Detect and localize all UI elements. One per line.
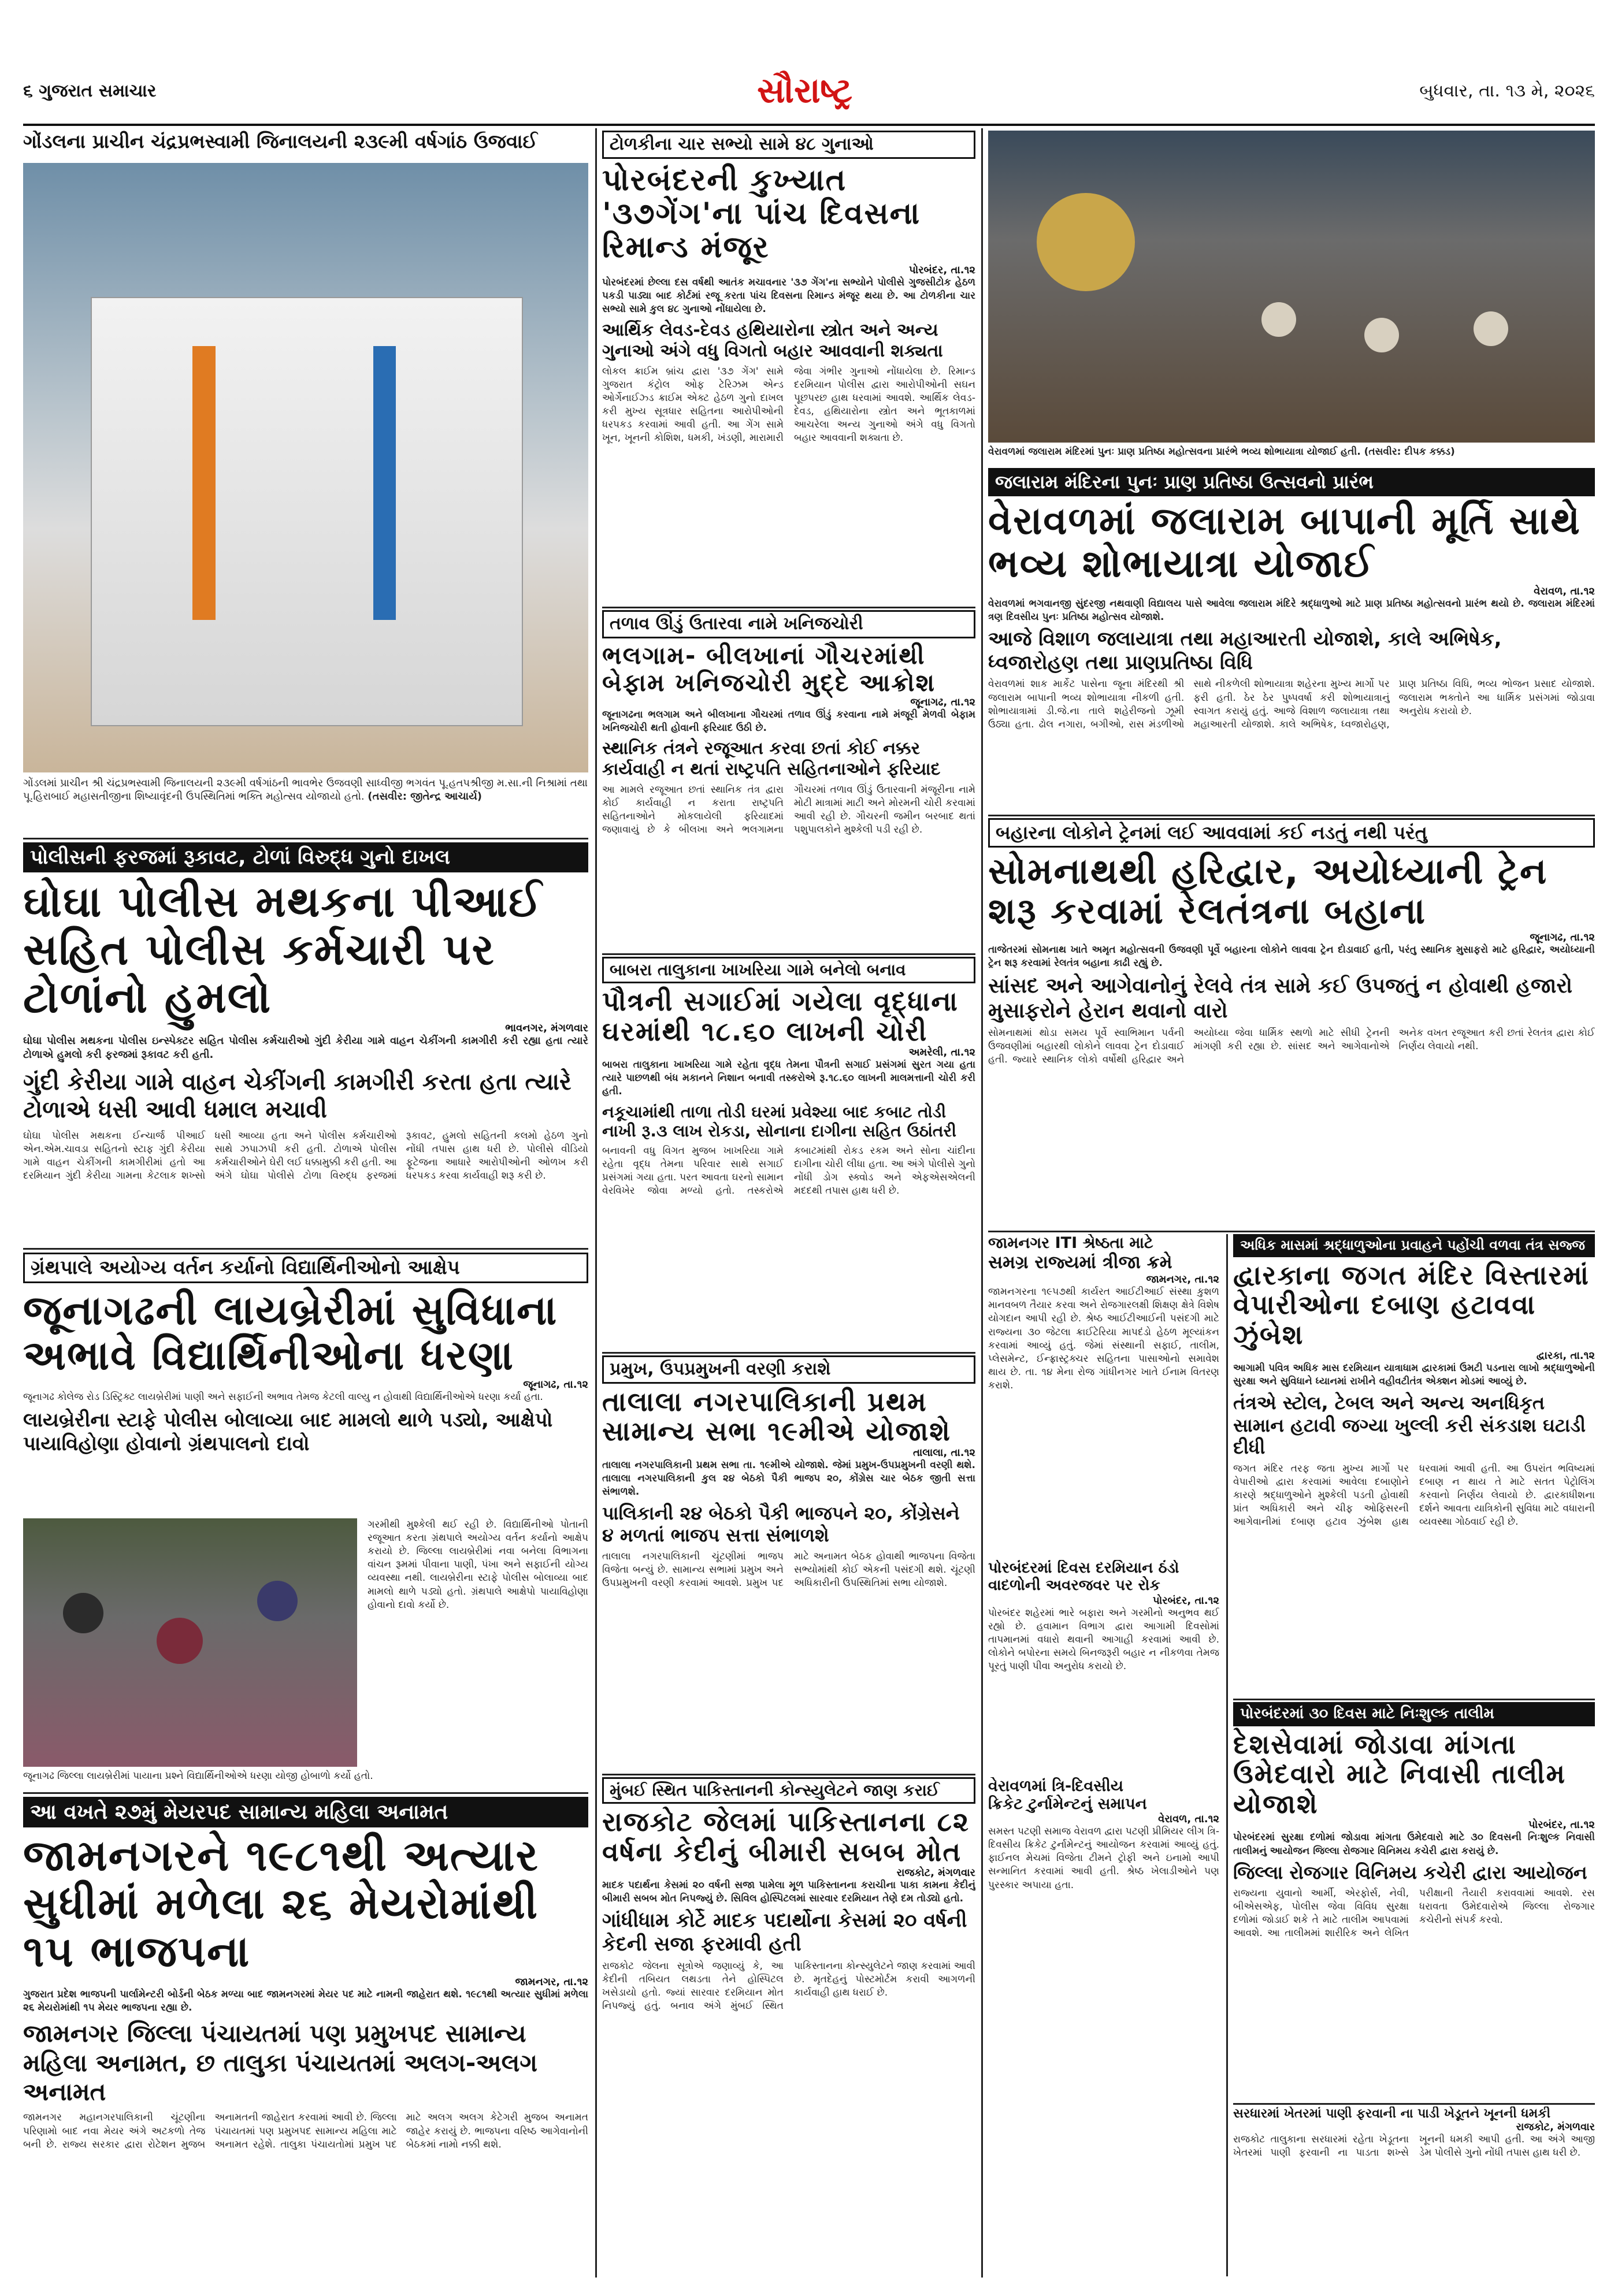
- story-kicker: બાબરા તાલુકાના ખાખરિયા ગામે બનેલો બનાવ: [602, 957, 975, 983]
- page-label: ૬ ગુજરાત સમાચાર: [23, 81, 157, 101]
- story-subhead: પાલિકાની ૨૪ બેઠકો પૈકી ભાજપને ૨૦, કોંગ્રેસને ૪ મળતાં ભાજપ સત્તા સંભાળશે: [602, 1502, 960, 1547]
- story-intro: જૂનાગઢ કોલેજ રોડ ડિસ્ટ્રિક્ટ લાયબ્રેરીમાં પાણી અને સફાઈની અભાવ તેમજ કેટલી વાલ્યુ ન હોવાથી વિદ્યાર્થિનીઓએ ધરણા કર્યા હતા.: [23, 1391, 543, 1403]
- story-subhead: આજે વિશાળ જલાયાત્રા તથા મહાઆરતી યોજાશે, કાલે અભિષેક, ધ્વજારોહણ તથા પ્રાણપ્રતિષ્ઠા વિધિ: [988, 627, 1502, 674]
- person-shape: [1474, 311, 1508, 346]
- story-subhead: લાયબ્રેરીના સ્ટાફે પોલીસ બોલાવ્યા બાદ મામલો થાળે પડ્યો, આક્ષેપો પાયાવિહોણા હોવાનો ગ્રંથપાલનો દાવો: [23, 1408, 553, 1455]
- story-intro: ગુજરાત પ્રદેશ ભાજપની પાર્લામેન્ટરી બોર્ડની બેઠક મળ્યા બાદ જામનગરમાં મેયર પદ માટે નામની જાહેરાત થશે. ૧૯૮૧થી અત્યાર સુધીમાં મળેલા ૨૬ મેયરોમાંથી ૧૫ મેયર ભાજપના રહ્યા છે.: [23, 1989, 588, 2014]
- flag-shape: [373, 346, 396, 621]
- story-headline: દેશસેવામાં જોડાવા માંગતા ઉમેદવારો માટે નિવાસી તાલીમ યોજાશે: [1233, 1728, 1566, 1819]
- column-rule: [595, 128, 597, 2278]
- story-headline: સોમનાથથી હરિદ્વાર, અયોધ્યાની ટ્રેન શરૂ કરવામાં રેલતંત્રના બહાના: [988, 849, 1548, 932]
- story-kicker: બહારના લોકોને ટ્રેનમાં લઈ આવવામાં કઈ નડતું નથી પરંતુ: [988, 818, 1595, 848]
- story-dateline: અમરેલી, તા.૧૨: [908, 1046, 975, 1059]
- story-intro: જૂનાગઢના ભલગામ અને બીલખાના ગૌચરમાં તળાવ ઊંડું કરવાના નામે મંજૂરી મેળવી બેફામ ખનિજચોરી થતી હોવાની ફરિયાદ ઉઠી છે.: [602, 708, 975, 734]
- story-intro: તાજેતરમાં સોમનાથ ખાતે અમૃત મહોત્સવની ઉજવણી પૂર્વે બહારના લોકોને લાવવા ટ્રેન દોડાવાઈ હતી, પરંતુ સ્થાનિક મુસાફરો માટે હરિદ્વાર, અયોધ્યાની ટ્રેન શરૂ કરવામાં રેલતંત્ર બહાના કાઢી રહ્યું છે.: [988, 943, 1595, 969]
- story-body: તાલાલા નગરપાલિકાની ચૂંટણીમાં ભાજપ વિજેતા બન્યું છે. સામાન્ય સભામાં પ્રમુખ અને ઉપપ્રમુખની વરણી કરવામાં આવશે. પ્રમુખ પદ માટે અનામત બેઠક હોવાથી ભાજપના વિજેતા સભ્યોમાંથી કોઈ એકની પસંદગી થશે. ચૂંટણી અધિકારીની ઉપસ્થિતિમાં સભા યોજાશે.: [602, 1550, 975, 1589]
- story-subhead: સ્થાનિક તંત્રને રજૂઆત કરવા છતાં કોઈ નક્કર કાર્યવાહી ન થતાં રાષ્ટ્રપતિ સહિતનાઓને ફરિયાદ: [602, 738, 941, 779]
- bhalgam-story: [602, 610, 975, 951]
- story-headline: દ્વારકાના જગત મંદિર વિસ્તારમાં વેપારીઓના દબાણ હટાવવા ઝુંબેશ: [1233, 1259, 1590, 1350]
- gang-story: [602, 131, 975, 604]
- story-body: જામનગર મહાનગરપાલિકાની ચૂંટણીના પરિણામો બાદ નવા મેયર અંગે અટકળો તેજ બની છે. રાજ્ય સરકાર દ્વારા રોટેશન મુજબ અનામતની જાહેરાત કરવામાં આવી છે. જિલ્લા પંચાયતમાં પણ પ્રમુખપદ સામાન્ય મહિલા માટે અનામત રહેશે. તાલુકા પંચાયતોમાં પ્રમુખ પદ માટે અલગ અલગ કેટેગરી મુજબ અનામત જાહેર કરાયું છે. ભાજપના વરિષ્ઠ આગેવાનોની બેઠકમાં નામો નક્કી થશે.: [23, 2112, 588, 2150]
- story-subhead: ગાંધીધામ કોર્ટે માદક પદાર્થોના કેસમાં ૨૦ વર્ષની કેદની સજા ફરમાવી હતી: [602, 1909, 967, 1956]
- story-dateline: જૂનાગઢ, તા.૧૨: [1530, 931, 1595, 943]
- training-story: [1233, 1702, 1595, 2101]
- temple-story: [23, 131, 588, 835]
- story-kicker: સરધારમાં ખેતરમાં પાણી ફરવાની ના પાડી ખેડૂતને ખૂનની ધમકી: [1233, 2106, 1550, 2121]
- protest-photo: [23, 1518, 357, 1767]
- story-intro: આગામી પવિત્ર અધિક માસ દરમિયાન યાત્રાધામ દ્વારકામાં ઉમટી પડનારા લાખો શ્રદ્ધાળુઓની સુરક્ષા અને સુવિધાને ધ્યાનમાં રાખીને વહીવટીતંત્ર એક્શન મોડમાં આવ્યું છે.: [1233, 1362, 1595, 1388]
- story-headline: પોરબંદરની કુખ્યાત '૩૭ગેંગ'ના પાંચ દિવસના રિમાન્ડ મંજૂર: [602, 162, 921, 265]
- person-shape: [63, 1593, 103, 1633]
- story-body: લોકલ ક્રાઈમ બ્રાંચ દ્વારા '૩૭ ગેંગ' સામે ગુજરાત કંટ્રોલ ઓફ ટેરિઝમ એન્ડ ઓર્ગેનાઈઝ્ડ ક્રાઈમ એક્ટ હેઠળ ગુનો દાખલ કરી મુખ્ય સૂત્રધાર સહિતના આરોપીઓની ધરપકડ કરવામાં આવી હતી. આ ગેંગ સામે ખૂન, ખૂનની કોશિશ, ધમકી, ખંડણી, મારામારી જેવા ગંભીર ગુનાઓ નોંધાયેલા છે. રિમાન્ડ દરમિયાન પોલીસ દ્વારા આરોપીઓની સઘન પૂછપરછ હાથ ધરવામાં આવશે. આર્થિક લેવડ-દેવડ, હથિયારોના સ્ત્રોત અને ભૂતકાળમાં આચરેલા અન્ય ગુનાઓ અંગે વધુ વિગતો બહાર આવવાની શક્યતા છે.: [602, 365, 975, 444]
- story-headline: ભલગામ- બીલખાનાં ગૌચરમાંથી બેફામ ખનિજચોરી મુદ્દે આક્રોશ: [602, 641, 936, 697]
- photo-caption: ગોંડલમાં પ્રાચીન શ્રી ચંદ્રપ્રભસ્વામી જિનાલયની ૨૩૯મી વર્ષગાંઠની ભાવભેર ઉજવણી સાધ્વીજી ભગવંત પૂ.હતપશ્રીજી મ.સા.ની નિશ્રામાં તથા પૂ.હિરાબાઈ મહાસતીજીના શિષ્યાવૃંદની ઉપસ્થિતિમાં ભક્તિ મહોત્સવ યોજાયો હતો. (તસવીર: જીતેન્દ્ર આચાર્ય): [23, 777, 588, 803]
- flag-shape: [192, 346, 215, 621]
- section-rule: [1233, 2103, 1595, 2105]
- section-rule: [988, 815, 1595, 816]
- story-kicker: પોરબંદરમાં ૩૦ દિવસ માટે નિઃશુલ્ક તાલીમ: [1233, 1702, 1595, 1726]
- story-kicker: પોલીસની ફરજમાં રૂકાવટ, ટોળાં વિરુદ્ધ ગુનો દાખલ: [23, 842, 588, 872]
- jalaram-story: [988, 131, 1595, 812]
- story-headline: સમગ્ર રાજ્યમાં ત્રીજા ક્રમે: [988, 1252, 1172, 1273]
- story-dateline: ભાવનગર, મંગળવાર: [505, 1021, 588, 1034]
- story-dateline: દ્વારકા, તા.૧૨: [1536, 1350, 1595, 1362]
- story-intro: પોરબંદરમાં સુરક્ષા દળોમાં જોડાવા માંગતા ઉમેદવારો માટે ૩૦ દિવસની નિઃશુલ્ક નિવાસી તાલીમનું આયોજન જિલ્લા રોજગાર વિનિમય કચેરી દ્વારા કરાયું છે.: [1233, 1831, 1595, 1857]
- story-kicker: ગ્રંથપાલે અયોગ્ય વર્તન કર્યાનો વિદ્યાર્થિનીઓનો આક્ષેપ: [23, 1253, 588, 1283]
- story-headline: પૌત્રની સગાઈમાં ગયેલા વૃદ્ધાના ઘરમાંથી ૧૮.૬૦ લાખની ચોરી: [602, 986, 959, 1047]
- somnath-story: [988, 818, 1595, 1228]
- story-dateline: પોરબંદર, તા.૧૨: [1153, 1594, 1219, 1607]
- story-body: રાજકોટ તાલુકાના સરધારમાં રહેતા ખેડૂતના ખેતરમાં પાણી ફરવાની ના પાડતા શખ્સે ખૂનની ધમકી આપી હતી. આ અંગે આજી ડેમ પોલીસે ગુનો નોંધી તપાસ હાથ ધરી છે.: [1233, 2134, 1595, 2159]
- story-intro: વેરાવળમાં ભગવાનજી સુંદરજી નથવાણી વિદ્યાલય પાસે આવેલા જલારામ મંદિરે શ્રદ્ધાળુઓ માટે પ્રાણ પ્રતિષ્ઠા મહોત્સવનો પ્રારંભ થયો છે. જલારામ મંદિરમાં ત્રણ દિવસીય પુનઃ પ્રતિષ્ઠા મહોત્સવ યોજાશે.: [988, 597, 1595, 623]
- temple-photo: [23, 163, 588, 772]
- section-rule: [602, 1774, 975, 1775]
- story-dateline: પોરબંદર, તા.૧૨: [909, 264, 975, 277]
- section-rule: [988, 1231, 1595, 1232]
- story-body: પોરબંદર શહેરમાં ભારે બફારા અને ગરમીનો અનુભવ થઈ રહ્યો છે. હવામાન વિભાગ દ્વારા આગામી દિવસોમાં તાપમાનમાં વધારો થવાની આગાહી કરવામાં આવી છે. લોકોને બપોરના સમયે બિનજરૂરી બહાર ન નીકળવા તેમજ પૂરતું પાણી પીવા અનુરોધ કરાયો છે.: [988, 1607, 1219, 1673]
- person-shape: [1261, 302, 1296, 337]
- section-rule: [602, 1352, 975, 1354]
- story-intro: ઘોઘા પોલીસ મથકના પોલીસ ઇન્સ્પેક્ટર સહિત પોલીસ કર્મચારીઓ ગુંદી કેરીયા ગામે વાહન ચેકીંગની કામગીરી કરી રહ્યા હતા ત્યારે ટોળાએ હુમલો કરી ફરજમાં રૂકાવટ કરી હતી.: [23, 1034, 588, 1061]
- weather-story: [988, 1560, 1219, 1774]
- story-intro: પોરબંદરમાં છેલ્લા દસ વર્ષથી આતંક મચાવનાર '૩૭ ગેંગ'ના સભ્યોને પોલીસે ગુજસીટોક હેઠળ પકડી પાડ્યા બાદ કોર્ટમાં રજૂ કરતા પાંચ દિવસના રિમાન્ડ મંજૂર થયા છે. આ ટોળકીના ચાર સભ્યો સામે કુલ ૪૮ ગુનાઓ નોંધાયેલા છે.: [602, 277, 975, 315]
- story-body: ગરમીથી મુશ્કેલી થઈ રહી છે. વિદ્યાર્થિનીઓ પોતાની રજૂઆત કરતા ગ્રંથપાલે અયોગ્ય વર્તન કર્યાનો આક્ષેપ કરાયો છે. જિલ્લા લાયબ્રેરીમાં નવા બનેલા વિભાગના વાંચન રૂમમાં પીવાના પાણી, પંખા અને સફાઈની યોગ્ય વ્યવસ્થા નથી. લાયબ્રેરીના સ્ટાફે પોલીસ બોલાવ્યા બાદ મામલો થાળે પડ્યો હતો. ગ્રંથપાલે આક્ષેપો પાયાવિહોણા હોવાનો દાવો કર્યો છે.: [368, 1519, 588, 1611]
- talala-story: [602, 1355, 975, 1771]
- story-kicker: પોરબંદરમાં દિવસ દરમિયાન ઠંડો: [988, 1560, 1179, 1577]
- column-rule: [1226, 1234, 1228, 2276]
- story-body: બનાવની વધુ વિગત મુજબ ખાખરિયા ગામે રહેતા વૃદ્ધ તેમના પરિવાર સાથે સગાઈ પ્રસંગમાં ગયા હતા. પરત આવતા ઘરનો સામાન વેરવિખેર જોવા મળ્યો હતો. તસ્કરોએ કબાટમાંથી રોકડ રકમ અને સોના ચાંદીના દાગીના ચોરી લીધા હતા. આ અંગે પોલીસે ગુનો નોંધી ડોગ સ્ક્વોડ અને એફએસએલની મદદથી તપાસ હાથ ધરી છે.: [602, 1145, 975, 1197]
- story-kicker-line2: ક્રિકેટ ટુર્નામેન્ટનું સમાપન: [988, 1795, 1147, 1814]
- story-headline: ઘોઘા પોલીસ મથકના પીઆઈ સહિત પોલીસ કર્મચારી પર ટોળાંનો હુમલો: [23, 877, 543, 1023]
- issue-date: બુધવાર, તા. ૧૩ મે, ૨૦૨૬: [1419, 81, 1595, 101]
- story-headline: વેરાવળમાં જલારામ બાપાની મૂર્તિ સાથે ભવ્ય શોભાયાત્રા યોજાઈ: [988, 498, 1581, 586]
- story-headline: તાલાલા નગરપાલિકાની પ્રથમ સામાન્ય સભા ૧૯મીએ યોજાશે: [602, 1385, 951, 1447]
- story-headline: રાજકોટ જેલમાં પાકિસ્તાનના ૮૨ વર્ષના કેદીનું બીમારી સબબ મોત: [602, 1806, 970, 1867]
- story-body: રાજ્યના યુવાનો આર્મી, એરફોર્સ, નેવી, બીએસએફ, પોલીસ જેવા વિવિધ સુરક્ષા દળોમાં જોડાઈ શકે તે માટે તાલીમ આપવામાં આવશે. આ તાલીમમાં શારીરિક અને લેખિત પરીક્ષાની તૈયારી કરાવવામાં આવશે. રસ ધરાવતા ઉમેદવારોએ જિલ્લા રોજગાર કચેરીનો સંપર્ક કરવો.: [1233, 1888, 1595, 1940]
- story-body: રાજકોટ જેલના સૂત્રોએ જણાવ્યું કે, આ કેદીની તબિયત લથડતા તેને હોસ્પિટલ ખસેડાયો હતો. જ્યાં સારવાર દરમિયાન મોત નિપજ્યું હતું. બનાવ અંગે મુંબઈ સ્થિત પાકિસ્તાનના કોન્સ્યુલેટને જાણ કરવામાં આવી છે. મૃતદેહનું પોસ્ટમોર્ટમ કરાવી આગળની કાર્યવાહી હાથ ધરાઈ છે.: [602, 1960, 975, 2012]
- story-intro: બાબરા તાલુકાના ખાખરિયા ગામે રહેતા વૃદ્ધ તેમના પૌત્રની સગાઈ પ્રસંગમાં સુરત ગયા હતા ત્યારે પાછળથી બંધ મકાનને નિશાન બનાવી તસ્કરોએ રૂ.૧૮.૬૦ લાખની માલમત્તાની ચોરી કરી હતી.: [602, 1059, 975, 1098]
- story-dateline: જામનગર, તા.૧૨: [515, 1976, 588, 1989]
- section-rule: [602, 607, 975, 608]
- story-kicker: જામનગર ITI શ્રેષ્ઠતા માટે: [988, 1234, 1153, 1252]
- story-kicker: જલારામ મંદિરના પુનઃ પ્રાણ પ્રતિષ્ઠા ઉત્સવનો પ્રારંભ: [988, 468, 1595, 496]
- procession-photo: [988, 131, 1595, 443]
- story-kicker: પ્રમુખ, ઉપપ્રમુખની વરણી કરાશે: [602, 1355, 975, 1384]
- story-kicker: ટોળકીના ચાર સભ્યો સામે ૪૮ ગુનાઓ: [602, 131, 975, 159]
- story-subhead: સાંસદ અને આગેવાનોનું રેલવે તંત્ર સામે કઈ ઉપજતું ન હોવાથી હજારો મુસાફરોને હેરાન થવાનો વારો: [988, 974, 1573, 1023]
- story-dateline: પોરબંદર, તા.૧૨: [1528, 1819, 1595, 1831]
- story-subhead: ગુંદી કેરીયા ગામે વાહન ચેકીંગની કામગીરી કરતા હતા ત્યારે ટોળાએ ધસી આવી ધમાલ મચાવી: [23, 1068, 572, 1123]
- story-body: સમસ્ત પટણી સમાજ વેરાવળ દ્વારા પટણી પ્રીમિયર લીગ ત્રિ-દિવસીય ક્રિકેટ ટુર્નામેન્ટનું આયોજન કરવામાં આવ્યું હતું. ફાઈનલ મેચમાં વિજેતા ટીમને ટ્રોફી અને ઇનામો આપી સન્માનિત કરવામાં આવી હતી. શ્રેષ્ઠ ખેલાડીઓને પણ પુરસ્કાર અપાયા હતા.: [988, 1826, 1219, 1891]
- story-body: જગત મંદિર તરફ જતા મુખ્ય માર્ગો પર વેપારીઓ દ્વારા કરવામાં આવેલા દબાણોને કારણે શ્રદ્ધાળુઓને મુશ્કેલી પડતી હોવાથી પ્રાંત અધિકારી અને ચીફ ઓફિસરની આગેવાનીમાં દબાણ હટાવ ઝુંબેશ હાથ ધરવામાં આવી હતી. આ ઉપરાંત ભવિષ્યમાં દબાણ ન થાય તે માટે સતત પેટ્રોલિંગ કરવાનો નિર્ણય લેવાયો છે. દ્વારકાધીશના દર્શને આવતા યાત્રિકોની સુવિધા માટે વધારાની વ્યવસ્થા ગોઠવાઈ રહી છે.: [1233, 1462, 1595, 1528]
- section-rule: [23, 1792, 588, 1794]
- farm-threat-story: [1233, 2106, 1595, 2276]
- story-intro: માદક પદાર્થના કેસમાં ૨૦ વર્ષની સજા પામેલા મૂળ પાકિસ્તાનના કરાચીના પાકા કામના કેદીનું બીમારી સબબ મોત નિપજ્યું છે. સિવિલ હોસ્પિટલમાં સારવાર દરમિયાન તેણે દમ તોડ્યો હતો.: [602, 1879, 975, 1905]
- story-kicker: અધિક માસમાં શ્રદ્ધાળુઓના પ્રવાહને પહોંચી વળવા તંત્ર સજ્જ: [1233, 1234, 1595, 1257]
- story-subhead: આર્થિક લેવડ-દેવડ હથિયારોના સ્ત્રોત અને અન્ય ગુનાઓ અંગે વધુ વિગતો બહાર આવવાની શક્યતા: [602, 319, 943, 361]
- story-body: ઘોઘા પોલીસ મથકના ઈન્ચાર્જ પીઆઈ એન.એમ.ચાવડા સહિતનો સ્ટાફ ગુંદી કેરીયા ગામે વાહન ચેકીંગની કામગીરીમાં હતો આ દરમિયાન ગુંદી કેરીયા ગામના કેટલાક શખ્સો ધસી આવ્યા હતા અને પોલીસ કર્મચારીઓ સાથે ઝપાઝપી કરી હતી. ટોળાએ પોલીસ કર્મચારીઓને ઘેરી લઈ ધક્કામુક્કી કરી હતી. આ અંગે ઘોઘા પોલીસે ટોળા વિરુદ્ધ ફરજમાં રૂકાવટ, હુમલો સહિતની કલમો હેઠળ ગુનો નોંધી તપાસ હાથ ધરી છે. પોલીસે વીડિયો ફૂટેજના આધારે આરોપીઓની ઓળખ કરી ધરપકડ કરવા કાર્યવાહી શરૂ કરી છે.: [23, 1130, 588, 1182]
- photo-caption: વેરાવળમાં જલારામ મંદિરમાં પુનઃ પ્રાણ પ્રતિષ્ઠા મહોત્સવના પ્રારંભે ભવ્ય શોભાયાત્રા યોજાઈ હતી. (તસવીર: દીપક કક્કડ): [988, 446, 1455, 458]
- jalaram-text: [988, 468, 1595, 812]
- mayor-story: [23, 1797, 588, 2276]
- column-rule: [981, 128, 983, 2278]
- person-shape: [157, 1618, 203, 1664]
- story-kicker: તળાવ ઊંડું ઉતારવા નામે ખનિજચોરી: [602, 610, 975, 638]
- story-subhead: જામનગર જિલ્લા પંચાયતમાં પણ પ્રમુખપદ સામાન્ય મહિલા અનામત, છ તાલુકા પંચાયતમાં અલગ-અલગ અનામત: [23, 2019, 538, 2106]
- story-subhead: જિલ્લા રોજગાર વિનિમય કચેરી દ્વારા આયોજન: [1233, 1861, 1587, 1883]
- story-body: આ મામલે રજૂઆત છતાં સ્થાનિક તંત્ર દ્વારા કોઈ કાર્યવાહી ન કરાતા રાષ્ટ્રપતિ સહિતનાઓને મોકલાયેલી ફરિયાદમાં જણાવાયું છે કે બીલખા અને ભલગામના ગૌચરમાં તળાવ ઊંડું ઉતારવાની મંજૂરીના નામે મોટી માત્રામાં માટી અને મોરમની ચોરી કરવામાં આવી રહી છે. ગૌચરની જમીન બરબાદ થતાં પશુપાલકોને મુશ્કેલી પડી રહી છે.: [602, 783, 975, 836]
- story-dateline: રાજકોટ, મંગળવાર: [1516, 2121, 1595, 2134]
- temple-building-shape: [91, 297, 522, 726]
- section-rule: [1233, 1699, 1595, 1700]
- story-intro: તાલાલા નગરપાલિકાની પ્રથમ સભા તા. ૧૯મીએ યોજાશે. જેમાં પ્રમુખ-ઉપપ્રમુખની વરણી થશે. તાલાલા નગરપાલિકાની કુલ ૨૪ બેઠકો પૈકી ભાજપ ૨૦, કોંગ્રેસ ચાર બેઠક જીતી સત્તા સંભાળશે.: [602, 1459, 975, 1498]
- person-shape: [1364, 318, 1399, 352]
- jail-story: [602, 1777, 975, 2276]
- story-body: સોમનાથમાં થોડા સમય પૂર્વે સ્વાભિમાન પર્વની ઉજવણીમાં બહારથી લોકોને લાવવા ટ્રેન દોડાવાઈ હતી. જ્યારે સ્થાનિક લોકો વર્ષોથી હરિદ્વાર અને અયોધ્યા જેવા ધાર્મિક સ્થળો માટે સીધી ટ્રેનની માંગણી કરી રહ્યા છે. સાંસદ અને આગેવાનોએ અનેક વખત રજૂઆત કરી છતાં રેલતંત્ર દ્વારા કોઈ નિર્ણય લેવાયો નથી.: [988, 1027, 1595, 1066]
- story-body: વેરાવળમાં શાક માર્કેટ પાસેના જૂના મંદિરથી શ્રી જલારામ બાપાની ભવ્ય શોભાયાત્રા નીકળી હતી. શોભાયાત્રામાં ડી.જે.ના તાલે શહેરીજનો ઝૂમી ઉઠ્યા હતા. ઢોલ નગારા, બગીઓ, રાસ મંડળીઓ સાથે નીકળેલી શોભાયાત્રા શહેરના મુખ્ય માર્ગો પર ફરી હતી. ઠેર ઠેર પુષ્પવર્ષા કરી શોભાયાત્રાનું સ્વાગત કરાયું હતું. આજે વિશાળ જલાયાત્રા તથા મહાઆરતી યોજાશે. કાલે અભિષેક, ધ્વજારોહણ, પ્રાણ પ્રતિષ્ઠા વિધિ, ભવ્ય ભોજન પ્રસાદ યોજાશે. જલારામ ભક્તોને આ ધાર્મિક પ્રસંગમાં જોડાવા અનુરોધ કરાયો છે.: [988, 678, 1595, 730]
- story-dateline: વેરાવળ, તા.૧૨: [1158, 1813, 1219, 1826]
- story-kicker-line2: વાદળોની અવરજવર પર રોક: [988, 1576, 1160, 1594]
- cricket-story: [988, 1777, 1219, 2276]
- idol-shape: [1037, 193, 1135, 291]
- section-rule: [23, 1248, 588, 1250]
- photo-credit: (તસવીર: જીતેન્દ્ર આચાર્ય): [368, 790, 483, 803]
- story-dateline: વેરાવળ, તા.૧૨: [1534, 585, 1595, 597]
- photo-caption: જૂનાગઢ જિલ્લા લાયબ્રેરીમાં પાયાના પ્રશ્ને વિદ્યાર્થિનીઓએ ધરણા યોજી હોબાળો કર્યો હતો.: [23, 1770, 373, 1782]
- story-subhead: નકૂચામાંથી તાળા તોડી ઘરમાં પ્રવેશ્યા બાદ કબાટ તોડી નાખી રૂ.૩ લાખ રોકડા, સોનાના દાગીના સહિત ઉઠાંતરી: [602, 1102, 956, 1141]
- masthead: [23, 68, 1595, 126]
- dwarka-story: [1233, 1234, 1595, 1696]
- story-dateline: તાલાલા, તા.૧૨: [912, 1446, 975, 1459]
- story-headline: જામનગરને ૧૯૮૧થી અત્યાર સુધીમાં મળેલા ૨૬ મેયરોમાંથી ૧૫ ભાજપના: [23, 1831, 539, 1977]
- story-kicker: વેરાવળમાં ત્રિ-દિવસીય: [988, 1777, 1123, 1795]
- library-story: [23, 1253, 588, 1790]
- story-subhead: તંત્રએ સ્ટોલ, ટેબલ અને અન્ય અનધિકૃત સામાન હટાવી જગ્યા ખુલ્લી કરી સંકડાશ ઘટાડી દીધી: [1233, 1392, 1586, 1459]
- story-headline: જૂનાગઢની લાયબ્રેરીમાં સુવિધાના અભાવે વિદ્યાર્થિનીઓના ધરણા: [23, 1287, 558, 1380]
- story-dateline: જૂનાગઢ, તા.૧૨: [910, 696, 975, 708]
- section-rule: [23, 838, 588, 839]
- story-body: જામનગરના ૧૯૫૭થી કાર્યરત આઈટીઆઈ સંસ્થા કુશળ માનવબળ તૈયાર કરવા અને રોજગારલક્ષી શિક્ષણ ક્ષેત્રે વિશેષ યોગદાન આપી રહી છે. શ્રેષ્ઠ આઈટીઆઈની પસંદગી માટે રાજ્યના ૩૦ જેટલા ક્રાઈટેરિયા માપદંડો હેઠળ મૂલ્યાંકન કરવામાં આવ્યું હતું. જેમાં સંસ્થાની સફાઈ, તાલીમ, પ્લેસમેન્ટ, ઈન્ફ્રાસ્ટ્રક્ચર સહિતના પાસાઓનો સમાવેશ થાય છે. તા. ૧૪ મેના રોજ ગાંધીનગર ખાતે ઈનામ વિતરણ કરાશે.: [988, 1286, 1219, 1391]
- story-kicker: ગોંડલના પ્રાચીન ચંદ્રપ્રભસ્વામી જિનાલયની ૨૩૯મી વર્ષગાંઠ ઉજવાઈ: [23, 131, 538, 153]
- story-kicker: આ વખતે ૨૭મું મેયરપદ સામાન્ય મહિલા અનામત: [23, 1797, 588, 1827]
- section-rule: [602, 953, 975, 955]
- story-dateline: જૂનાગઢ, તા.૧૨: [523, 1378, 588, 1391]
- story-kicker: મુંબઈ સ્થિત પાકિસ્તાનની કોન્સ્યુલેટને જાણ કરાઈ: [602, 1777, 975, 1804]
- story-dateline: રાજકોટ, મંગળવાર: [896, 1867, 975, 1879]
- iti-story: [988, 1234, 1219, 1558]
- babra-story: [602, 957, 975, 1350]
- story-dateline: જામનગર, તા.૧૨: [1146, 1273, 1219, 1286]
- person-shape: [257, 1581, 298, 1621]
- section-title: સૌરાષ્ટ્ર: [757, 70, 853, 111]
